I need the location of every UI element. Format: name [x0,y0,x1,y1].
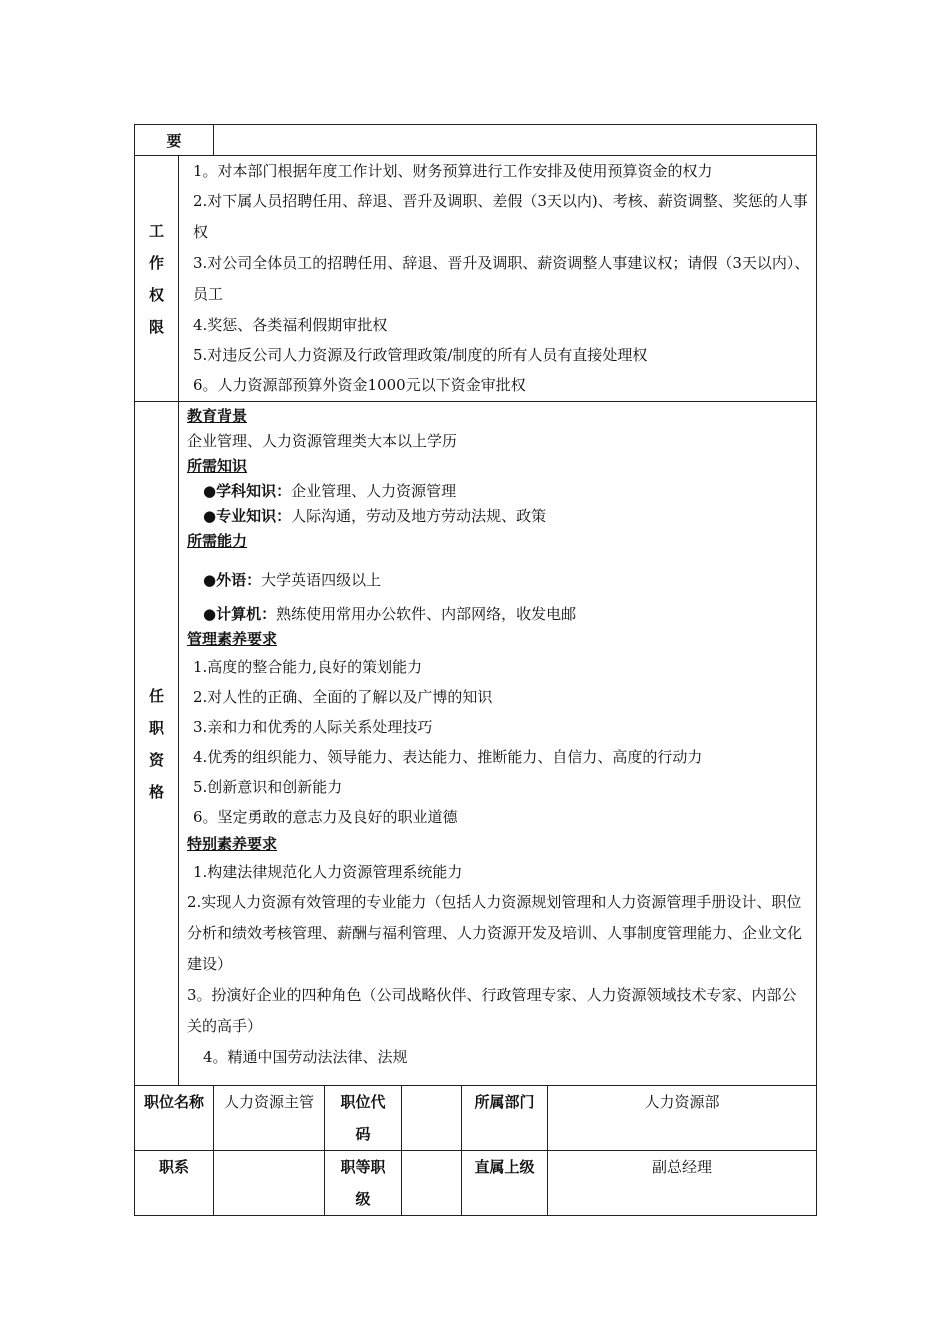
authority-item: 6。人力资源部预算外资金1000元以下资金审批权 [193,376,526,394]
knowledge-key: 学科知识： [216,482,292,500]
authority-content [179,156,817,402]
ability-value: 熟练使用常用办公软件、内部网络，收发电邮 [276,605,577,623]
bullet-glyph: ● [203,571,217,589]
job-series-label: 职系 [135,1151,214,1216]
superior-label: 直属上级 [462,1151,548,1216]
authority-item: 4.奖惩、各类福利假期审批权 [193,316,388,334]
mgmt-item: 3.亲和力和优秀的人际关系处理技巧 [193,718,433,736]
knowledge-heading: 所需知识 [187,457,248,475]
authority-label [135,156,179,402]
ability-value: 大学英语四级以上 [261,571,382,589]
special-heading: 特别素养要求 [187,835,278,853]
job-grade-value [402,1151,462,1216]
mgmt-item: 2.对人性的正确、全面的了解以及广博的知识 [193,688,493,706]
job-description-document [134,124,816,1216]
authority-label-char: 权 [148,285,164,304]
mgmt-heading: 管理素养要求 [187,630,278,648]
position-code-label: 职位代码 [325,1086,402,1151]
mgmt-item: 4.优秀的组织能力、领导能力、表达能力、推断能力、自信力、高度的行动力 [193,748,703,766]
special-item: 4。精通中国劳动法法律、法规 [203,1048,408,1066]
position-name-value: 人力资源主管 [214,1086,325,1151]
top-row-value [214,125,817,156]
bullet-glyph: ● [203,507,217,525]
job-table [134,124,817,1216]
ability-item [179,602,810,627]
knowledge-item [179,504,810,529]
department-label: 所属部门 [462,1086,548,1151]
authority-item: 1。对本部门根据年度工作计划、财务预算进行工作安排及使用预算资金的权力 [193,162,713,180]
position-code-value [402,1086,462,1151]
mgmt-item: 6。坚定勇敢的意志力及良好的职业道德 [193,808,458,826]
job-series-value [214,1151,325,1216]
ability-key: 外语： [216,571,262,589]
special-item: 1.构建法律规范化人力资源管理系统能力 [193,863,463,881]
position-name-label: 职位名称 [135,1086,214,1151]
ability-heading: 所需能力 [187,532,248,550]
bullet-glyph: ● [203,482,217,500]
top-row-label: 要 [135,125,214,156]
authority-item: 2.对下属人员招聘任用、辞退、晋升及调职、差假（3天以内)、考核、薪资调整、奖惩的人事权 [193,192,808,241]
ability-item [179,568,810,593]
qualification-label-char: 格 [148,782,164,801]
knowledge-key: 专业知识： [216,507,292,525]
knowledge-value: 企业管理、人力资源管理 [291,482,457,500]
qualification-label-char: 任 [148,686,164,705]
education-text: 企业管理、人力资源管理类大本以上学历 [187,432,458,450]
knowledge-item [179,479,810,504]
special-item: 3。扮演好企业的四种角色（公司战略伙伴、行政管理专家、人力资源领域技术专家、内部公关的高手） [187,986,797,1035]
qualification-label-char: 资 [148,750,164,769]
department-value: 人力资源部 [548,1086,817,1151]
qualification-label [135,402,179,1086]
authority-label-char: 作 [148,253,164,272]
superior-value: 副总经理 [548,1151,817,1216]
bullet-glyph: ● [203,605,217,623]
qualification-content [179,402,817,1086]
qualification-label-char: 职 [148,718,164,737]
authority-label-char: 限 [148,317,164,336]
mgmt-item: 1.高度的整合能力,良好的策划能力 [193,658,423,676]
ability-key: 计算机： [216,605,277,623]
mgmt-item: 5.创新意识和创新能力 [193,778,343,796]
education-heading: 教育背景 [187,407,248,425]
knowledge-value: 人际沟通，劳动及地方劳动法规、政策 [291,507,547,525]
authority-label-char: 工 [148,221,164,240]
job-grade-label: 职等职级 [325,1151,402,1216]
authority-item: 5.对违反公司人力资源及行政管理政策/制度的所有人员有直接处理权 [193,346,648,364]
authority-item: 3.对公司全体员工的招聘任用、辞退、晋升及调职、薪资调整人事建议权；请假（3天以内）、员工 [193,254,810,303]
special-item: 2.实现人力资源有效管理的专业能力（包括人力资源规划管理和人力资源管理手册设计、职位分析和绩效考核管理、薪酬与福利管理、人力资源开发及培训、人事制度管理能力、企业文化建设） [187,893,803,973]
